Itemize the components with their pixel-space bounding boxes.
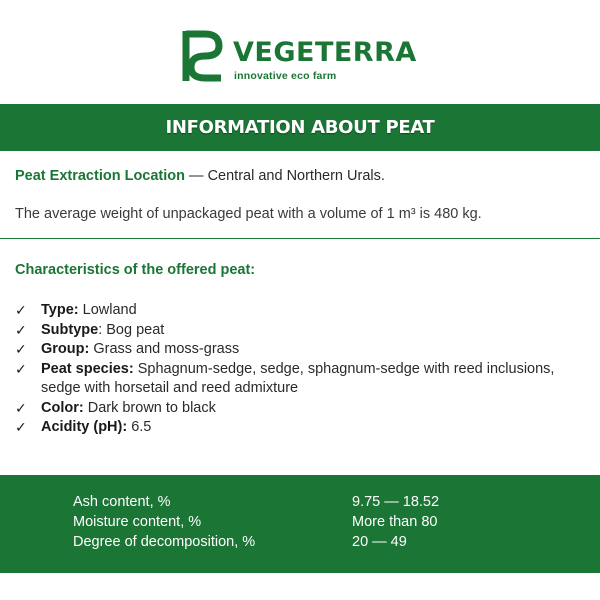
- property-value: More than 80: [352, 514, 438, 530]
- property-label: Degree of decomposition, %: [73, 534, 256, 550]
- check-icon: ✓: [15, 419, 27, 435]
- item-value: Grass and moss-grass: [89, 341, 240, 357]
- vegeterra-logo-icon: [181, 26, 225, 86]
- item-label: Group:: [41, 341, 90, 357]
- item-label: Subtype: [41, 321, 99, 338]
- title-banner: [0, 104, 600, 151]
- header: [0, 0, 600, 104]
- item-value: : Bog peat: [98, 321, 165, 338]
- properties-table: [73, 492, 552, 552]
- table-row: [73, 512, 552, 532]
- table-row: [73, 532, 552, 552]
- brand-tagline: innovative eco farm: [234, 70, 337, 82]
- item-label: Color:: [41, 399, 84, 416]
- list-item: [15, 301, 595, 321]
- list-item: [15, 399, 595, 419]
- page-title: INFORMATION ABOUT PEAT: [165, 117, 435, 138]
- property-label: Moisture content, %: [73, 514, 202, 530]
- property-value: 20 — 49: [352, 534, 407, 550]
- item-label: Peat species:: [41, 360, 134, 377]
- check-icon: ✓: [15, 341, 27, 357]
- item-value: Lowland: [78, 302, 137, 318]
- item-label: Type:: [41, 302, 79, 318]
- list-item: [15, 360, 595, 399]
- table-row: [73, 492, 552, 512]
- properties-footer: [0, 475, 600, 573]
- weight-note: The average weight of unpackaged peat with a volume of 1 m³ is 480 kg.: [15, 206, 482, 222]
- brand-name: VEGETERRA: [233, 37, 417, 68]
- characteristics-title: Characteristics of the offered peat:: [15, 262, 256, 278]
- item-value: Sphagnum-sedge, sedge, sphagnum-sedge with reed inclusions, sedge with horsetail and reed admixture: [41, 360, 555, 396]
- location-separator: —: [185, 168, 208, 184]
- location-line: [15, 166, 590, 186]
- check-icon: ✓: [15, 321, 27, 338]
- check-icon: ✓: [15, 399, 27, 416]
- list-item: [15, 321, 595, 341]
- check-icon: ✓: [15, 360, 27, 377]
- list-item: [15, 418, 595, 438]
- property-value: 9.75 — 18.52: [352, 494, 440, 510]
- item-value: 6.5: [127, 419, 152, 435]
- location-value: Central and Northern Urals.: [207, 168, 385, 184]
- location-section: [15, 166, 590, 186]
- section-divider: [0, 238, 600, 239]
- check-icon: ✓: [15, 302, 27, 318]
- characteristics-list: [15, 301, 595, 438]
- list-item: [15, 340, 595, 360]
- item-value: Dark brown to black: [83, 399, 216, 416]
- location-label: Peat Extraction Location: [15, 168, 186, 184]
- property-label: Ash content, %: [73, 494, 171, 510]
- item-label: Acidity (pH):: [41, 419, 128, 435]
